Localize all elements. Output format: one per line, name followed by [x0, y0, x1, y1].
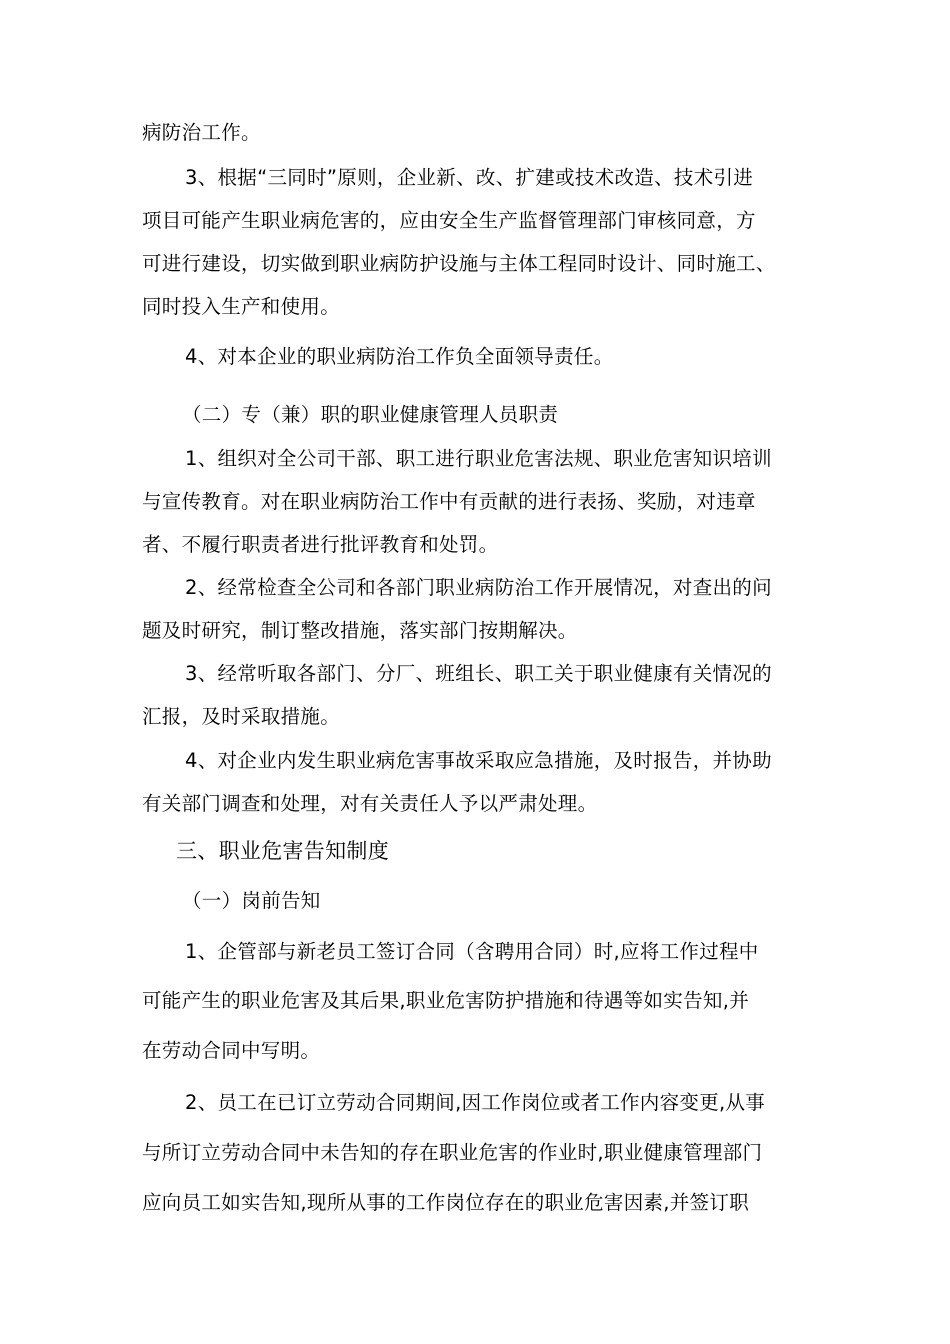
- text-line: 与所订立劳动合同中未告知的存在职业危害的作业时,职业健康管理部门: [142, 1141, 763, 1164]
- text-line: 在劳动合同中写明。: [142, 1039, 321, 1062]
- text-line: 4、对本企业的职业病防治工作负全面领导责任。: [185, 345, 614, 368]
- text-line: 者、不履行职责者进行批评教育和处罚。: [142, 533, 499, 556]
- text-line: 可进行建设，切实做到职业病防护设施与主体工程同时设计、同时施工、: [142, 252, 776, 275]
- text-line: 病防治工作。: [142, 121, 261, 144]
- text-line: 3、根据“三同时”原则，企业新、改、扩建或技术改造、技术引进: [185, 166, 754, 189]
- text-line: 1、组织对全公司干部、职工进行职业危害法规、职业危害知识培训: [185, 447, 772, 470]
- text-line: 同时投入生产和使用。: [142, 295, 341, 318]
- text-line: 与宣传教育。对在职业病防治工作中有贡献的进行表扬、奖励，对违章: [142, 490, 756, 513]
- text-line: 2、员工在已订立劳动合同期间,因工作岗位或者工作内容变更,从事: [185, 1091, 766, 1114]
- text-line: 项目可能产生职业病危害的，应由安全生产监督管理部门审核同意，方: [142, 209, 756, 232]
- subsection-heading: （一）岗前告知: [182, 889, 321, 912]
- text-line: 4、对企业内发生职业病危害事故采取应急措施，及时报告，并协助: [185, 749, 772, 772]
- text-line: 2、经常检查全公司和各部门职业病防治工作开展情况，对查出的问: [185, 576, 772, 599]
- text-line: 3、经常听取各部门、分厂、班组长、职工关于职业健康有关情况的: [185, 662, 772, 685]
- text-line: 有关部门调查和处理，对有关责任人予以严肃处理。: [142, 792, 598, 815]
- section-heading: 三、职业危害告知制度: [176, 839, 389, 863]
- text-line: 可能产生的职业危害及其后果,职业危害防护措施和待遇等如实告知,并: [142, 989, 749, 1012]
- text-line: 1、企管部与新老员工签订合同（含聘用合同）时,应将工作过程中: [185, 940, 759, 963]
- text-line: 应向员工如实告知,现所从事的工作岗位存在的职业危害因素,并签订职: [142, 1191, 749, 1214]
- subsection-heading: （二）专（兼）职的职业健康管理人员职责: [182, 403, 559, 426]
- text-line: 汇报，及时采取措施。: [142, 705, 341, 728]
- text-line: 题及时研究，制订整改措施，落实部门按期解决。: [142, 619, 578, 642]
